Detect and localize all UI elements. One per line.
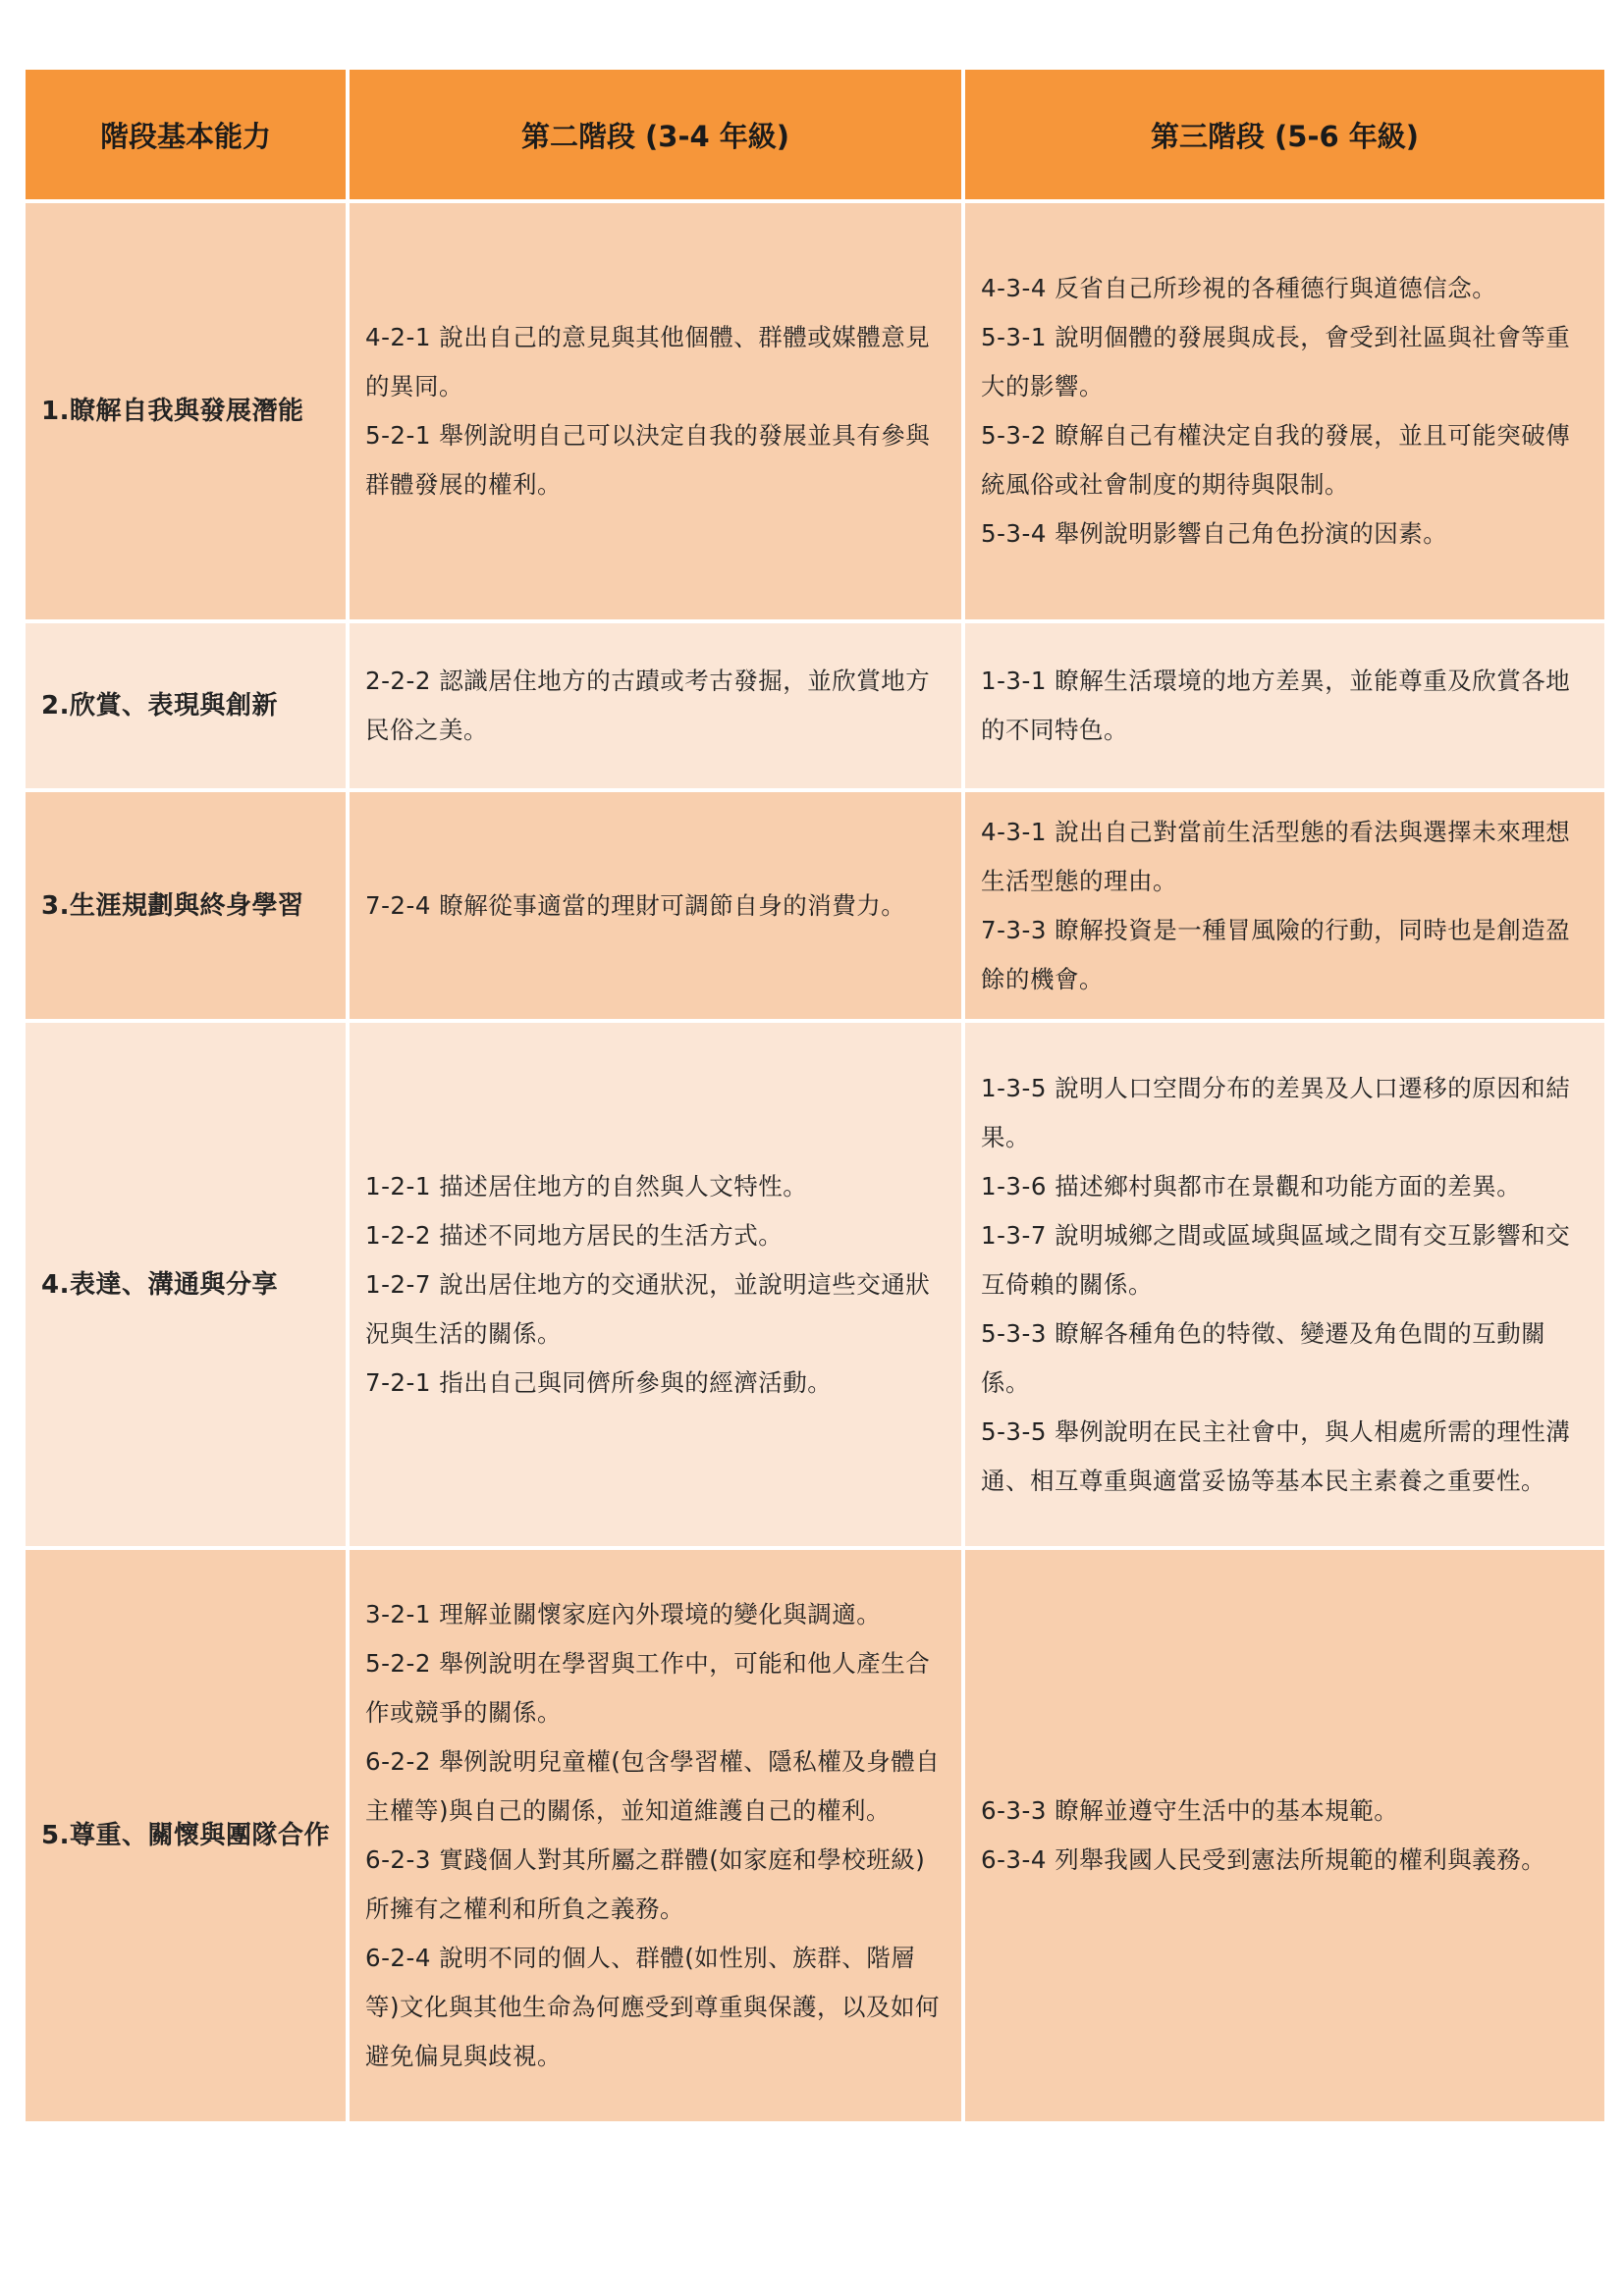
indicator-item: 1-3-6 描述鄉村與都市在景觀和功能方面的差異。 — [981, 1171, 1522, 1201]
header-basic-ability: 階段基本能力 — [24, 68, 348, 201]
indicator-item: 1-3-7 說明城鄉之間或區域與區域之間有交互影響和交互倚賴的關係。 — [981, 1220, 1571, 1299]
indicator-item: 5-2-2 舉例說明在學習與工作中，可能和他人產生合作或競爭的關係。 — [365, 1649, 931, 1727]
competency-table — [22, 66, 1608, 2125]
indicator-item: 1-2-2 描述不同地方居民的生活方式。 — [365, 1220, 784, 1250]
indicator-item: 6-2-4 說明不同的個人、群體(如性別、族群、階層等)文化與其他生命為何應受到尊重與保護，以及如何避免偏見與歧視。 — [365, 1944, 941, 2070]
stage-three-cell — [963, 201, 1606, 621]
stage-three-cell — [963, 790, 1606, 1021]
stage-three-cell — [963, 621, 1606, 790]
stage-two-cell — [348, 790, 963, 1021]
stage-two-cell — [348, 201, 963, 621]
indicator-item: 1-2-7 說出居住地方的交通狀況，並說明這些交通狀況與生活的關係。 — [365, 1269, 931, 1348]
indicator-item: 3-2-1 理解並關懷家庭內外環境的變化與調適。 — [365, 1600, 882, 1629]
indicator-item: 4-3-4 反省自己所珍視的各種德行與道德信念。 — [981, 274, 1497, 302]
category-cell: 2.欣賞、表現與創新 — [24, 621, 348, 790]
indicator-item: 4-3-1 說出自己對當前生活型態的看法與選擇未來理想生活型態的理由。 — [981, 817, 1571, 895]
indicator-item: 5-3-1 說明個體的發展與成長，會受到社區與社會等重大的影響。 — [981, 323, 1571, 400]
indicator-item: 7-2-4 瞭解從事適當的理財可調節自身的消費力。 — [365, 890, 906, 920]
table-header-row — [24, 68, 1606, 201]
indicator-item: 6-3-4 列舉我國人民受到憲法所規範的權利與義務。 — [981, 1845, 1546, 1874]
indicator-item: 6-2-3 實踐個人對其所屬之群體(如家庭和學校班級)所擁有之權利和所負之義務。 — [365, 1845, 926, 1923]
indicator-item: 6-3-3 瞭解並遵守生活中的基本規範。 — [981, 1796, 1399, 1825]
table-row — [24, 1548, 1606, 2123]
indicator-item: 1-3-5 說明人口空間分布的差異及人口遷移的原因和結果。 — [981, 1073, 1571, 1151]
header-stage-two: 第二階段 (3-4 年級) — [348, 68, 963, 201]
indicator-item: 1-2-1 描述居住地方的自然與人文特性。 — [365, 1171, 808, 1201]
category-cell: 4.表達、溝通與分享 — [24, 1021, 348, 1548]
indicator-item: 7-3-3 瞭解投資是一種冒風險的行動，同時也是創造盈餘的機會。 — [981, 915, 1571, 993]
page — [22, 66, 1604, 2125]
indicator-item: 4-2-1 說出自己的意見與其他個體、群體或媒體意見的異同。 — [365, 323, 931, 400]
table-row — [24, 790, 1606, 1021]
table-row — [24, 621, 1606, 790]
stage-three-cell — [963, 1021, 1606, 1548]
indicator-item: 7-2-1 指出自己與同儕所參與的經濟活動。 — [365, 1367, 833, 1397]
indicator-item: 5-3-4 舉例說明影響自己角色扮演的因素。 — [981, 519, 1448, 548]
table-row — [24, 201, 1606, 621]
stage-two-cell — [348, 621, 963, 790]
indicator-item: 2-2-2 認識居住地方的古蹟或考古發掘，並欣賞地方民俗之美。 — [365, 667, 931, 744]
category-cell: 1.瞭解自我與發展潛能 — [24, 201, 348, 621]
stage-three-cell — [963, 1548, 1606, 2123]
category-cell: 3.生涯規劃與終身學習 — [24, 790, 348, 1021]
indicator-item: 6-2-2 舉例說明兒童權(包含學習權、隱私權及身體自主權等)與自己的關係，並知道維護自己的權利。 — [365, 1747, 941, 1825]
category-cell: 5.尊重、關懷與團隊合作 — [24, 1548, 348, 2123]
indicator-item: 5-2-1 舉例說明自己可以決定自我的發展並具有參與群體發展的權利。 — [365, 421, 931, 499]
table-row — [24, 1021, 1606, 1548]
header-stage-three: 第三階段 (5-6 年級) — [963, 68, 1606, 201]
indicator-item: 5-3-5 舉例說明在民主社會中，與人相處所需的理性溝通、相互尊重與適當妥協等基本民主素養之重要性。 — [981, 1416, 1571, 1495]
stage-two-cell — [348, 1021, 963, 1548]
indicator-item: 1-3-1 瞭解生活環境的地方差異，並能尊重及欣賞各地的不同特色。 — [981, 667, 1571, 744]
indicator-item: 5-3-2 瞭解自己有權決定自我的發展，並且可能突破傳統風俗或社會制度的期待與限制。 — [981, 421, 1571, 499]
stage-two-cell — [348, 1548, 963, 2123]
indicator-item: 5-3-3 瞭解各種角色的特徵、變遷及角色間的互動關係。 — [981, 1318, 1546, 1397]
